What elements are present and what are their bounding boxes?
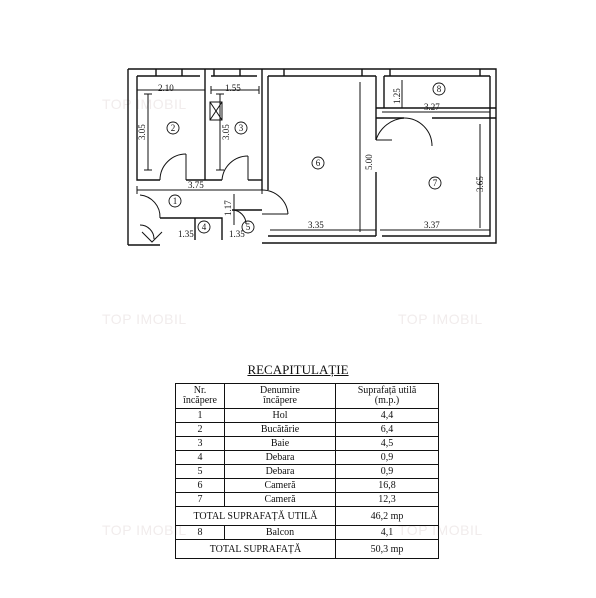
cell-area: 0,9 <box>336 465 439 479</box>
dim-3-37: 3.37 <box>424 220 440 230</box>
cell-name: Debara <box>225 465 336 479</box>
room-number-7: 7 <box>432 178 438 188</box>
cell-name: Cameră <box>225 493 336 507</box>
room-number-6: 6 <box>315 158 321 168</box>
room-number-8: 8 <box>436 84 442 94</box>
cell-area: 4,5 <box>336 437 439 451</box>
cell-nr: 6 <box>176 479 225 493</box>
recap-title: RECAPITULAȚIE <box>247 362 349 377</box>
room-number-2: 2 <box>170 123 176 133</box>
dim-1-17: 1.17 <box>223 200 233 216</box>
dim-3-05-b: 3.05 <box>221 124 231 140</box>
balcon-area: 4,1 <box>336 526 439 540</box>
header-nr: Nr. încăpere <box>176 384 225 409</box>
dim-5-00: 5.00 <box>364 154 374 170</box>
room-number-4: 4 <box>201 222 207 232</box>
table-row <box>176 451 439 465</box>
cell-name: Hol <box>225 409 336 423</box>
dim-1-25: 1.25 <box>392 88 402 104</box>
table-row <box>176 423 439 437</box>
balcon-row <box>176 526 439 540</box>
cell-name: Bucătărie <box>225 423 336 437</box>
recap-header-row <box>176 384 439 409</box>
cell-area: 6,4 <box>336 423 439 437</box>
table-row <box>176 409 439 423</box>
table-row <box>176 437 439 451</box>
table-row <box>176 493 439 507</box>
cell-nr: 7 <box>176 493 225 507</box>
balcon-name: Balcon <box>225 526 336 540</box>
dim-3-35: 3.35 <box>308 220 324 230</box>
cell-nr: 1 <box>176 409 225 423</box>
cell-nr: 4 <box>176 451 225 465</box>
header-area: Suprafață utilă (m.p.) <box>336 384 439 409</box>
total-label: TOTAL SUPRAFAȚĂ <box>176 540 336 559</box>
table-row <box>176 465 439 479</box>
total-row <box>176 540 439 559</box>
recap-table <box>175 383 439 559</box>
cell-name: Debara <box>225 451 336 465</box>
dim-3-65: 3.65 <box>475 176 485 192</box>
dim-3-27: 3.27 <box>424 102 440 112</box>
dim-2-10: 2.10 <box>158 83 174 93</box>
dim-1-55: 1.55 <box>225 83 241 93</box>
dim-3-75: 3.75 <box>188 180 204 190</box>
total-util-value: 46,2 mp <box>336 507 439 526</box>
watermark-top: TOP IMOBIL <box>102 96 187 112</box>
table-row <box>176 479 439 493</box>
room-number-3: 3 <box>238 123 244 133</box>
dim-1-35-b: 1.35 <box>229 229 245 239</box>
cell-name: Cameră <box>225 479 336 493</box>
dim-1-35-a: 1.35 <box>178 229 194 239</box>
cell-area: 4,4 <box>336 409 439 423</box>
balcon-nr: 8 <box>176 526 225 540</box>
room-number-5: 5 <box>245 222 251 232</box>
cell-nr: 2 <box>176 423 225 437</box>
cell-nr: 3 <box>176 437 225 451</box>
header-name: Denumire încăpere <box>225 384 336 409</box>
cell-name: Baie <box>225 437 336 451</box>
cell-area: 0,9 <box>336 451 439 465</box>
watermark-bottom-left: TOP IMOBIL <box>102 522 187 538</box>
dim-3-05-a: 3.05 <box>137 124 147 140</box>
cell-area: 16,8 <box>336 479 439 493</box>
total-value: 50,3 mp <box>336 540 439 559</box>
total-util-label: TOTAL SUPRAFAȚĂ UTILĂ <box>176 507 336 526</box>
watermark-mid-right: TOP IMOBIL <box>398 311 483 327</box>
cell-nr: 5 <box>176 465 225 479</box>
watermark-bottom-right: TOP IMOBIL <box>398 522 483 538</box>
watermark-mid-left: TOP IMOBIL <box>102 311 187 327</box>
room-number-1: 1 <box>172 196 178 206</box>
total-util-row <box>176 507 439 526</box>
cell-area: 12,3 <box>336 493 439 507</box>
